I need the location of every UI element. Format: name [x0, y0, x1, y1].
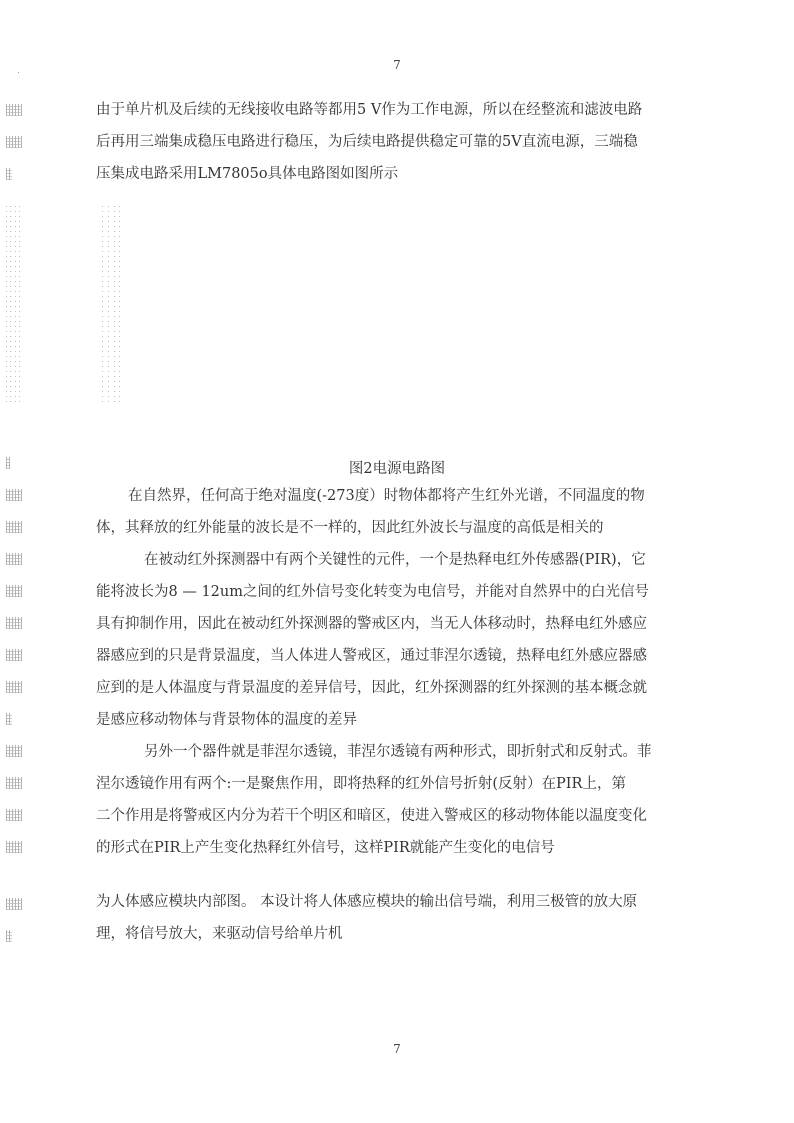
text-line: 由于单片机及后续的无线接收电路等都用5 V作为工作电源，所以在经整流和滤波电路	[96, 102, 643, 118]
text-line: 另外一个器件就是菲涅尔透镜，菲涅尔透镜有两种形式，即折射式和反射式。菲	[144, 744, 652, 760]
margin-artifact	[6, 841, 22, 853]
paragraph-fresnel-lens	[96, 736, 700, 864]
text-line: 后再用三端集成稳压电路进行稳压，为后续电路提供稳定可靠的5V直流电源，三端稳	[96, 134, 638, 150]
circuit-remnant	[102, 202, 103, 402]
circuit-remnant	[114, 202, 115, 402]
text-line: 体，其释放的红外能量的波长是不一样的，因此红外波长与温度的高低是相关的	[96, 520, 604, 536]
text-line: 在被动红外探测器中有两个关键性的元件，一个是热释电红外传感器(PIR)，它	[144, 552, 646, 568]
text-line: 器感应到的只是背景温度，当人体进人警戒区，通过菲涅尔透镜，热释电红外感应器感	[96, 648, 647, 664]
margin-artifact	[6, 681, 22, 693]
margin-artifact	[6, 809, 22, 821]
margin-artifact	[6, 713, 12, 725]
text-line: 涅尔透镜作用有两个:一是聚焦作用，即将热释的红外信号折射(反射）在PIR上，第	[96, 776, 626, 792]
margin-artifact	[6, 617, 22, 629]
margin-artifact	[6, 745, 22, 757]
text-line: 为人体感应模块内部图。 本设计将人体感应模块的输出信号端，利用三极管的放大原	[96, 894, 638, 910]
text-line: 能将波长为8 — 12um之间的红外信号变化转变为电信号，并能对自然界中的白光信号	[96, 584, 649, 600]
text-line: 压集成电路采用LM7805o具体电路图如图所示	[96, 166, 399, 182]
circuit-remnant	[15, 202, 16, 402]
page-number-bottom: 7	[393, 1042, 401, 1056]
paragraph-pir-sensor	[96, 544, 700, 736]
page-number-top: 7	[393, 58, 401, 72]
text-line: 在自然界，任何高于绝对温度(-273度）时物体都将产生红外光谱，不同温度的物	[128, 488, 645, 504]
margin-artifact	[6, 585, 22, 597]
circuit-remnant	[6, 202, 7, 402]
text-line: 应到的是人体温度与背景温度的差异信号，因此，红外探测器的红外探测的基本概念就	[96, 680, 647, 696]
circuit-remnant	[19, 202, 20, 402]
margin-artifact	[6, 553, 22, 565]
margin-artifact	[6, 168, 12, 180]
paragraph-infrared	[96, 480, 700, 544]
text-line: 二个作用是将警戒区内分为若干个明区和暗区，使进入警戒区的移动物体能以温度变化	[96, 808, 647, 824]
margin-dot	[18, 72, 19, 73]
circuit-remnant	[119, 202, 120, 402]
paragraph-sensor-module	[96, 886, 700, 950]
margin-artifact	[6, 930, 12, 942]
figure-caption: 图2电源电路图	[348, 461, 446, 477]
text-line: 的形式在PIR上产生变化热释红外信号，这样PIR就能产生变化的电信号	[96, 840, 555, 856]
circuit-remnant	[10, 202, 11, 402]
circuit-remnant	[108, 202, 109, 402]
margin-artifact	[6, 649, 22, 661]
text-line: 是感应移动物体与背景物体的温度的差异	[96, 712, 357, 728]
text-line: 具有抑制作用，因此在被动红外探测器的警戒区内，当无人体移动时，热释电红外感应	[96, 616, 647, 632]
paragraph-power-supply	[96, 94, 700, 190]
margin-artifact	[6, 104, 22, 116]
margin-artifact	[6, 136, 22, 148]
margin-artifact	[6, 777, 22, 789]
margin-artifact	[6, 521, 22, 533]
margin-artifact	[6, 898, 22, 910]
text-line: 理，将信号放大，来驱动信号给单片机	[96, 926, 343, 942]
margin-artifact	[6, 489, 22, 501]
